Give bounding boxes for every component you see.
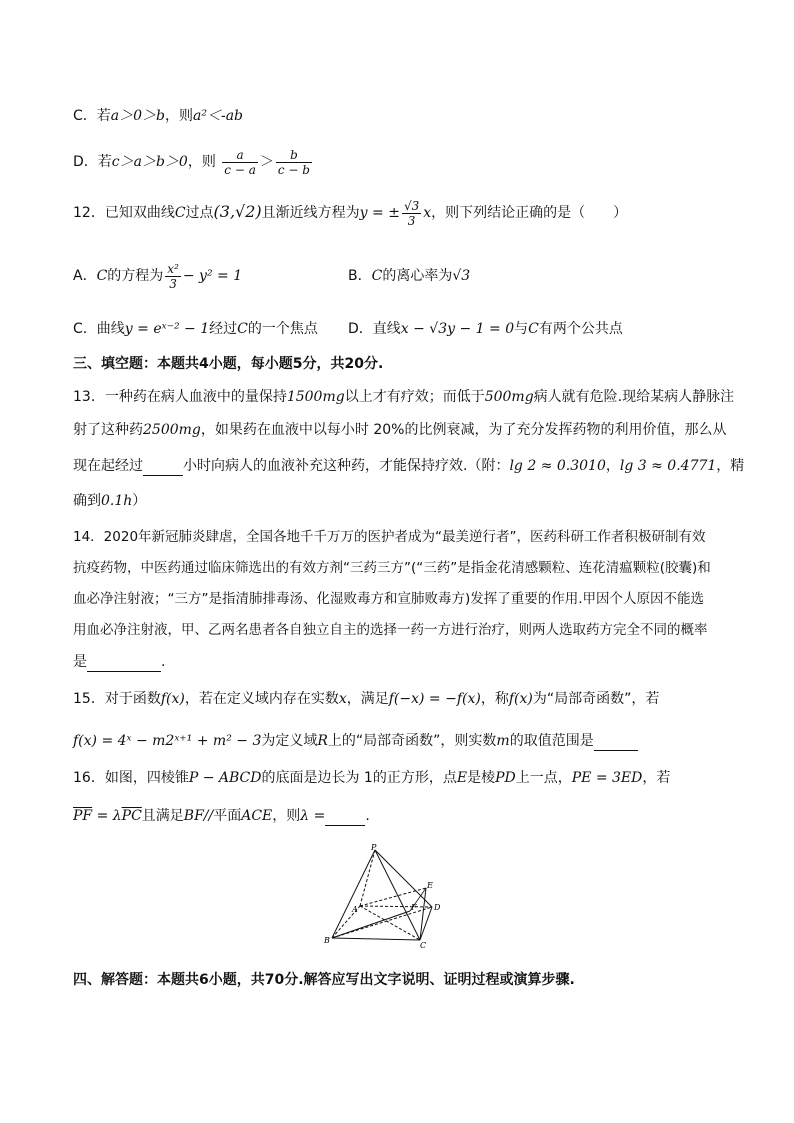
math-point: (3,√2) (213, 202, 262, 221)
q12-option-c (73, 319, 318, 339)
label-d: D (434, 903, 441, 912)
math-var: C (371, 268, 383, 284)
option-label: C．若 (73, 108, 111, 124)
math-eq: = λ (92, 808, 122, 824)
math-var: x (338, 691, 347, 707)
q15-line-1 (73, 689, 659, 709)
math-var: C (237, 321, 248, 337)
math-var: ACE (241, 808, 273, 824)
text: 且渐近线方程为 (261, 205, 360, 221)
text: 过点 (185, 205, 214, 221)
fraction-b (276, 148, 312, 177)
math-value: 1500mg (286, 389, 345, 405)
option-label: D．若 (73, 154, 112, 170)
math-expr: BF// (183, 808, 214, 824)
text: 经过 (209, 321, 238, 337)
fraction (402, 199, 421, 228)
section-4-heading: 四、解答题：本题共6小题，共70分.解答应写出文字说明、证明过程或演算步骤. (73, 972, 575, 988)
text: . (161, 654, 166, 670)
q14-line-1: 14．2020年新冠肺炎肆虐，全国各地千千万万的医护者成为“最美逆行者”，医药科研工作者积极研制有效 (73, 529, 706, 545)
denominator: c − b (277, 162, 310, 177)
text: 16．如图，四棱锥 (73, 770, 189, 786)
q12-option-a (73, 258, 242, 294)
q14-line-5 (73, 652, 165, 672)
math-value: lg 2 ≈ 0.3010 (509, 458, 606, 474)
math-eq: x − √3y − 1 = 0 (400, 321, 515, 337)
text: ，则下列结论正确的是（ ） (431, 205, 628, 221)
math-condition: c＞a＞b＞0 (111, 154, 188, 170)
text: 13．一种药在病人血液中的量保持 (73, 389, 287, 405)
edge-pa (360, 850, 375, 906)
q12-stem (73, 194, 627, 231)
math-conclusion: a²＜-ab (193, 108, 243, 124)
text: ，则 (187, 154, 216, 170)
math-var: C (174, 205, 186, 221)
q14-line-4: 用血必净注射液，甲、乙两名患者各自独立自主的选择一药一方进行治疗，则两人选取药方完全不同的概率 (73, 622, 708, 638)
option-label: A． (73, 268, 97, 284)
edge-pc (375, 850, 420, 940)
math-eq: f(x) = 4ˣ − m2ˣ⁺¹ + m² − 3 (73, 733, 262, 749)
math-value: lg 3 ≈ 0.4771 (619, 458, 717, 474)
math-var: x (423, 205, 432, 221)
edge-ad (360, 906, 432, 907)
numerator: b (276, 148, 312, 163)
text: 是棱 (467, 770, 496, 786)
q13-line-3 (73, 456, 744, 476)
text: 的离心率为 (382, 268, 453, 284)
answer-blank[interactable] (87, 657, 161, 672)
label-a: A (352, 905, 358, 914)
math-value: 500mg (484, 389, 534, 405)
pyramid-figure (320, 842, 460, 950)
q12-option-b (348, 266, 470, 286)
math-eq: − y² = 1 (182, 268, 243, 284)
option-label: C．曲线 (73, 321, 125, 337)
math-func: f(x) (508, 691, 533, 707)
q11-option-d (73, 144, 314, 180)
text: 12．已知双曲线 (73, 205, 175, 221)
math-var: E (456, 770, 468, 786)
math-var: C (528, 321, 539, 337)
label-e: E (427, 881, 433, 890)
math-vector: $\overline{PC}$ (121, 808, 142, 824)
q11-option-c (73, 106, 243, 126)
text: 小时向病人的血液补充这种药，才能保持疗效.（附： (183, 458, 510, 474)
math-eq: y = eˣ⁻² − 1 (124, 321, 210, 337)
text: 的底面是边长为 1的正方形，点 (261, 770, 457, 786)
text: ，满足 (346, 691, 389, 707)
numerator: √3 (403, 198, 420, 213)
math-value: 2500mg (143, 422, 201, 438)
text: ，则 (272, 808, 301, 824)
q13-line-1 (73, 387, 734, 407)
text: ） (132, 493, 147, 509)
text: 15．对于函数 (73, 691, 161, 707)
text: 以上才有疗效；而低于 (344, 389, 485, 405)
label-c: C (420, 941, 427, 950)
q12-option-d (348, 319, 623, 339)
relation: ＞ (259, 154, 274, 170)
text: 射了这种药 (73, 422, 143, 438)
fraction-a (222, 148, 258, 177)
fraction (165, 262, 181, 291)
math-eq: f(−x) = −f(x) (388, 691, 481, 707)
math-func: f(x) (160, 691, 185, 707)
math-var: C (96, 268, 108, 284)
label-b: B (324, 936, 330, 945)
q14-line-2: 抗疫药物，中医药通过临床筛选出的有效方剂“三药三方”(“三药”是指金花清感颗粒、连花清瘟颗粒(胶囊)和 (73, 560, 711, 576)
q16-line-2 (73, 806, 370, 826)
edge-pb (332, 850, 375, 938)
text: 平面 (213, 808, 242, 824)
math-condition: a＞0＞b (110, 108, 165, 124)
q16-line-1 (73, 768, 670, 788)
q13-line-4 (73, 491, 146, 511)
answer-blank[interactable] (325, 811, 365, 826)
answer-blank[interactable] (143, 461, 183, 476)
q14-line-3: 血必净注射液；“三方”是指清肺排毒汤、化湿败毒方和宣肺败毒方)发挥了重要的作用.甲因个人原因不能选 (73, 591, 705, 607)
math-eq: y = ± (359, 205, 400, 221)
math-var: m (496, 733, 510, 749)
math-var: R (317, 733, 328, 749)
text: ，如果药在血液中以每小时 20%的比例衰减，为了充分发挥药物的利用价值，那么从 (200, 422, 727, 438)
text: ，若在定义域内存在实数 (184, 691, 339, 707)
section-3-heading: 三、填空题：本题共4小题，每小题5分，共20分. (73, 356, 384, 372)
text: ，精 (716, 458, 745, 474)
edge-bc (332, 938, 420, 940)
text: 上一点， (515, 770, 572, 786)
math-value: √3 (452, 268, 471, 284)
label-f: F (411, 903, 417, 912)
answer-blank[interactable] (594, 736, 638, 751)
option-label: B． (348, 268, 372, 284)
text: 确到 (73, 493, 101, 509)
math-expr: P − ABCD (188, 770, 262, 786)
text: ，若 (642, 770, 671, 786)
math-eq: λ = (300, 808, 326, 824)
text: 且满足 (141, 808, 184, 824)
math-eq: PE = 3ED (571, 770, 643, 786)
denominator: 3 (407, 213, 416, 228)
text: ，则 (165, 108, 193, 124)
numerator: a (222, 148, 258, 163)
label-p: P (371, 843, 377, 852)
option-label: D．直线 (348, 321, 401, 337)
edge-pd (375, 850, 432, 907)
text: 与 (514, 321, 529, 337)
q13-line-2 (73, 420, 726, 440)
text: 是 (73, 654, 87, 670)
math-vector: $\overline{PF}$ (73, 808, 93, 824)
text: 的一个焦点 (247, 321, 318, 337)
numerator: x² (167, 261, 179, 276)
text: 的方程为 (107, 268, 164, 284)
text: 病人就有危险.现给某病人静脉注 (533, 389, 735, 405)
text: 上的“局部奇函数”，则实数 (327, 733, 497, 749)
denominator: c − a (224, 162, 256, 177)
text: 的取值范围是 (509, 733, 594, 749)
denominator: 3 (169, 276, 177, 291)
text: 现在起经过 (73, 458, 143, 474)
math-var: PD (495, 770, 516, 786)
text: 为定义域 (261, 733, 318, 749)
text: ，称 (480, 691, 509, 707)
text: ， (605, 458, 620, 474)
text: 有两个公共点 (538, 321, 623, 337)
text: 为“局部奇函数”，若 (532, 691, 660, 707)
text: . (365, 808, 370, 824)
math-value: 0.1h (101, 493, 133, 509)
q15-line-2 (73, 731, 638, 751)
